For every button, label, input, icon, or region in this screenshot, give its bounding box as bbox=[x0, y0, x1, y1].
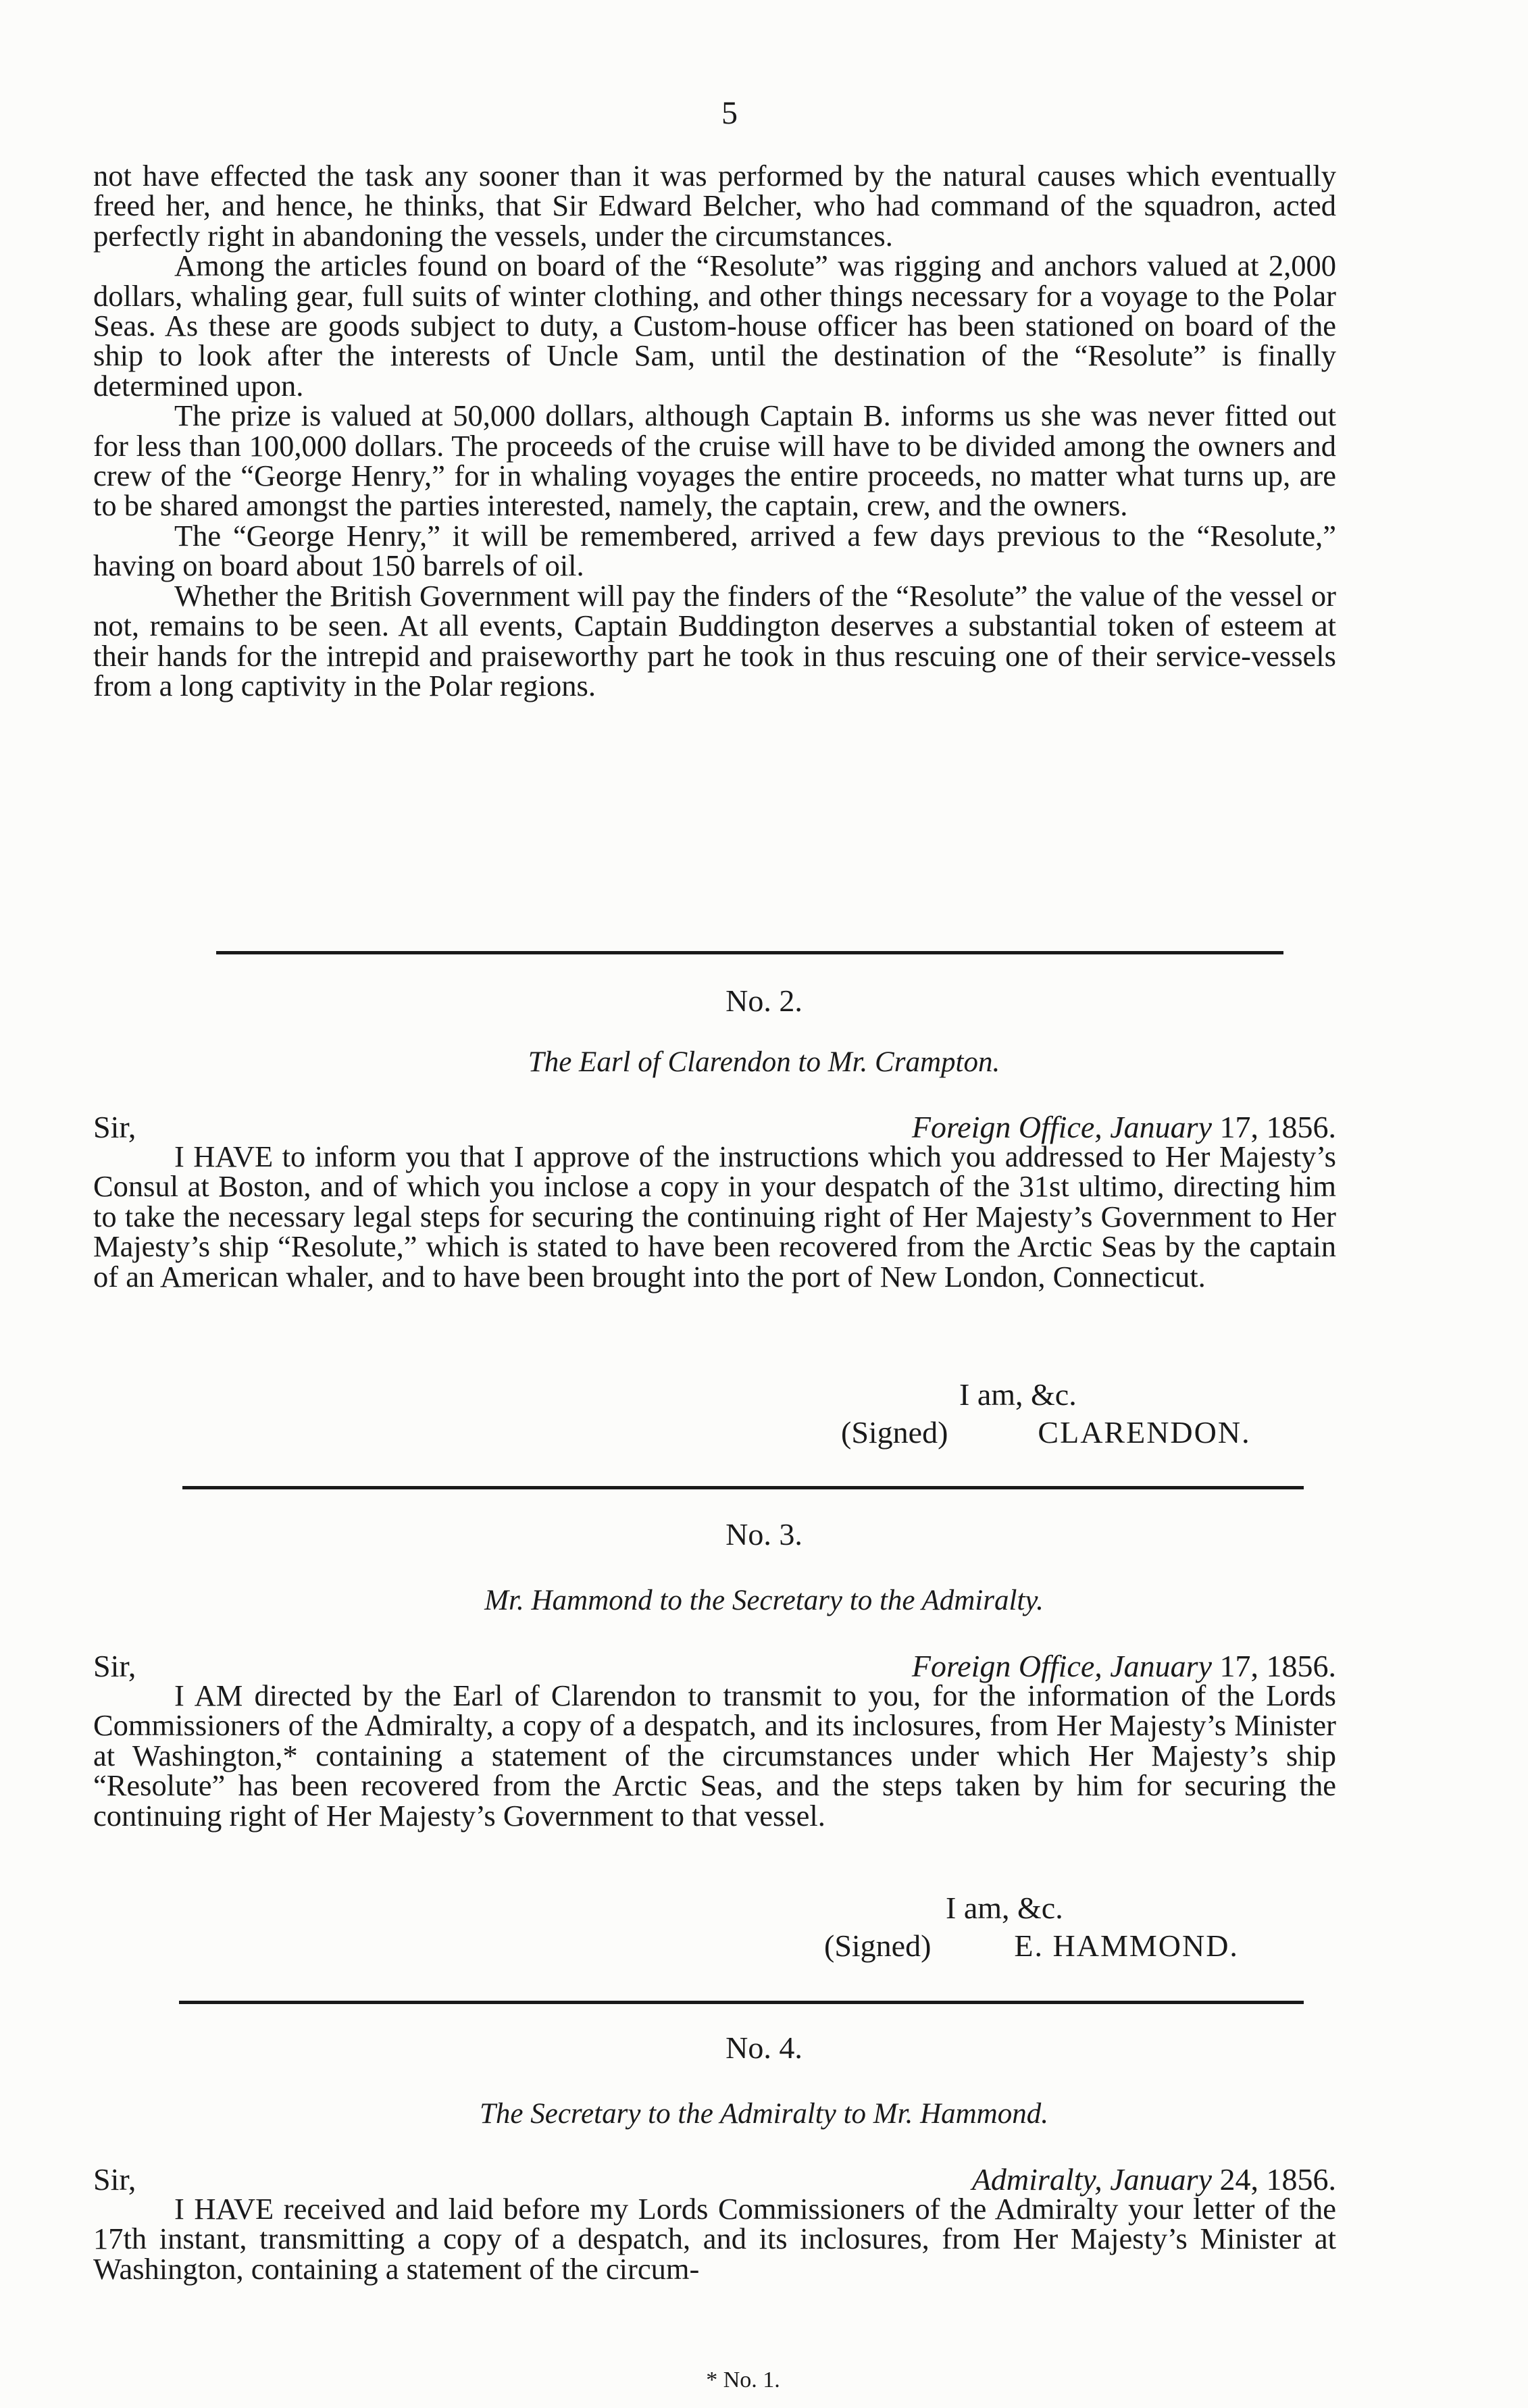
continuation-text bbox=[93, 161, 1336, 700]
signed-label: (Signed) bbox=[841, 1415, 948, 1450]
document-number: No. 3. bbox=[725, 1517, 803, 1552]
date: 17, 1856. bbox=[1219, 1110, 1336, 1144]
signer: CLARENDON. bbox=[1038, 1415, 1251, 1450]
date: 24, 1856. bbox=[1219, 2162, 1336, 2197]
date: 17, 1856. bbox=[1219, 1649, 1336, 1683]
closing: I am, &c. bbox=[959, 1377, 1077, 1412]
document-title: The Secretary to the Admiralty to Mr. Hammond. bbox=[480, 2098, 1048, 2130]
document-title: Mr. Hammond to the Secretary to the Admiralty. bbox=[484, 1585, 1044, 1616]
salutation: Sir, bbox=[93, 2162, 136, 2197]
signed-label: (Signed) bbox=[824, 1928, 932, 1963]
salutation-line bbox=[93, 1109, 1336, 1143]
signature-line bbox=[841, 1414, 1251, 1450]
closing: I am, &c. bbox=[946, 1891, 1063, 1925]
paragraph: The “George Henry,” it will be remembered, arrived a few days previous to the “Resolute,” having on board about 150 barrels of oil. bbox=[93, 518, 1336, 583]
signature-mark: * No. 1. bbox=[706, 2367, 780, 2392]
letter-body bbox=[93, 1679, 1336, 1833]
document-title: The Earl of Clarendon to Mr. Crampton. bbox=[528, 1046, 1000, 1078]
letter-body bbox=[93, 2194, 1336, 2284]
document-number: No. 2. bbox=[725, 983, 803, 1018]
letter-body bbox=[93, 1139, 1336, 1293]
paragraph: Among the articles found on board of the “Resolute” was rigging and anchors valued at 2,000 dollars, whaling gear, full suits of winter clothing, and other things necessary for a voyage to the Polar Seas. As these are goods subject to duty, a Custom-house officer has been stationed on board of the ship to look after the interests of Uncle Sam, until the destination of the “Resolute” is finally determined upon. bbox=[93, 249, 1336, 403]
place: Foreign Office, January bbox=[911, 1110, 1212, 1144]
salutation-line bbox=[93, 1648, 1336, 1682]
paragraph: not have effected the task any sooner than it was performed by the natural causes which eventually freed her, and hence, he thinks, that Sir Edward Belcher, who had command of the squadron, acted perfectly right in abandoning the vessels, under the circumstances. bbox=[93, 159, 1336, 253]
paragraph: I AM directed by the Earl of Clarendon to transmit to you, for the information of the Lords Commissioners of the Admiralty, a copy of a despatch, and its inclosures, from Her Majesty’s Minister at Washington,* containing a statement of the circumstances under which Her Majesty’s ship “Resolute” has been recovered from the Arctic Seas, and the steps taken by him for securing the continuing right of Her Majesty’s Government to that vessel. bbox=[93, 1679, 1336, 1833]
paragraph: Whether the British Government will pay the finders of the “Resolute” the value of the vessel or not, remains to be seen. At all events, Captain Buddington deserves a substantial token of esteem at their hands for the intrepid and praiseworthy part he took in thus rescuing one of their service-vessels from a long captivity in the Polar regions. bbox=[93, 578, 1336, 702]
signer: E. HAMMOND. bbox=[1014, 1928, 1239, 1963]
paragraph: The prize is valued at 50,000 dollars, although Captain B. informs us she was never fitted out for less than 100,000 dollars. The proceeds of the cruise will have to be divided among the owners and crew of the “George Henry,” for in whaling voyages the entire proceeds, no matter what turns up, are to be shared amongst the parties interested, namely, the captain, crew, and the owners. bbox=[93, 399, 1336, 523]
section-divider bbox=[216, 951, 1283, 954]
signature-line bbox=[824, 1928, 1239, 1964]
section-divider bbox=[179, 2001, 1304, 2004]
salutation: Sir, bbox=[93, 1649, 136, 1683]
place: Foreign Office, January bbox=[911, 1649, 1212, 1683]
document-number: No. 4. bbox=[725, 2030, 803, 2065]
salutation: Sir, bbox=[93, 1110, 136, 1144]
section-divider bbox=[182, 1486, 1304, 1489]
page-number: 5 bbox=[721, 95, 738, 131]
paragraph: I HAVE received and laid before my Lords Commissioners of the Admiralty your letter of the 17th instant, transmitting a copy of a despatch, and its inclosures, from Her Majesty’s Minister at Washington, containing a statement of the circum- bbox=[93, 2192, 1336, 2286]
salutation-line bbox=[93, 2161, 1336, 2195]
paragraph: I HAVE to inform you that I approve of the instructions which you addressed to Her Majesty’s Consul at Boston, and of which you inclose a copy in your despatch of the 31st ultimo, directing him to take the necessary legal steps for securing the continuing right of Her Majesty’s Government to Her Majesty’s ship “Resolute,” which is stated to have been recovered from the Arctic Seas by the captain of an American whaler, and to have been brought into the port of New London, Connecticut. bbox=[93, 1139, 1336, 1293]
place: Admiralty, January bbox=[971, 2162, 1212, 2197]
